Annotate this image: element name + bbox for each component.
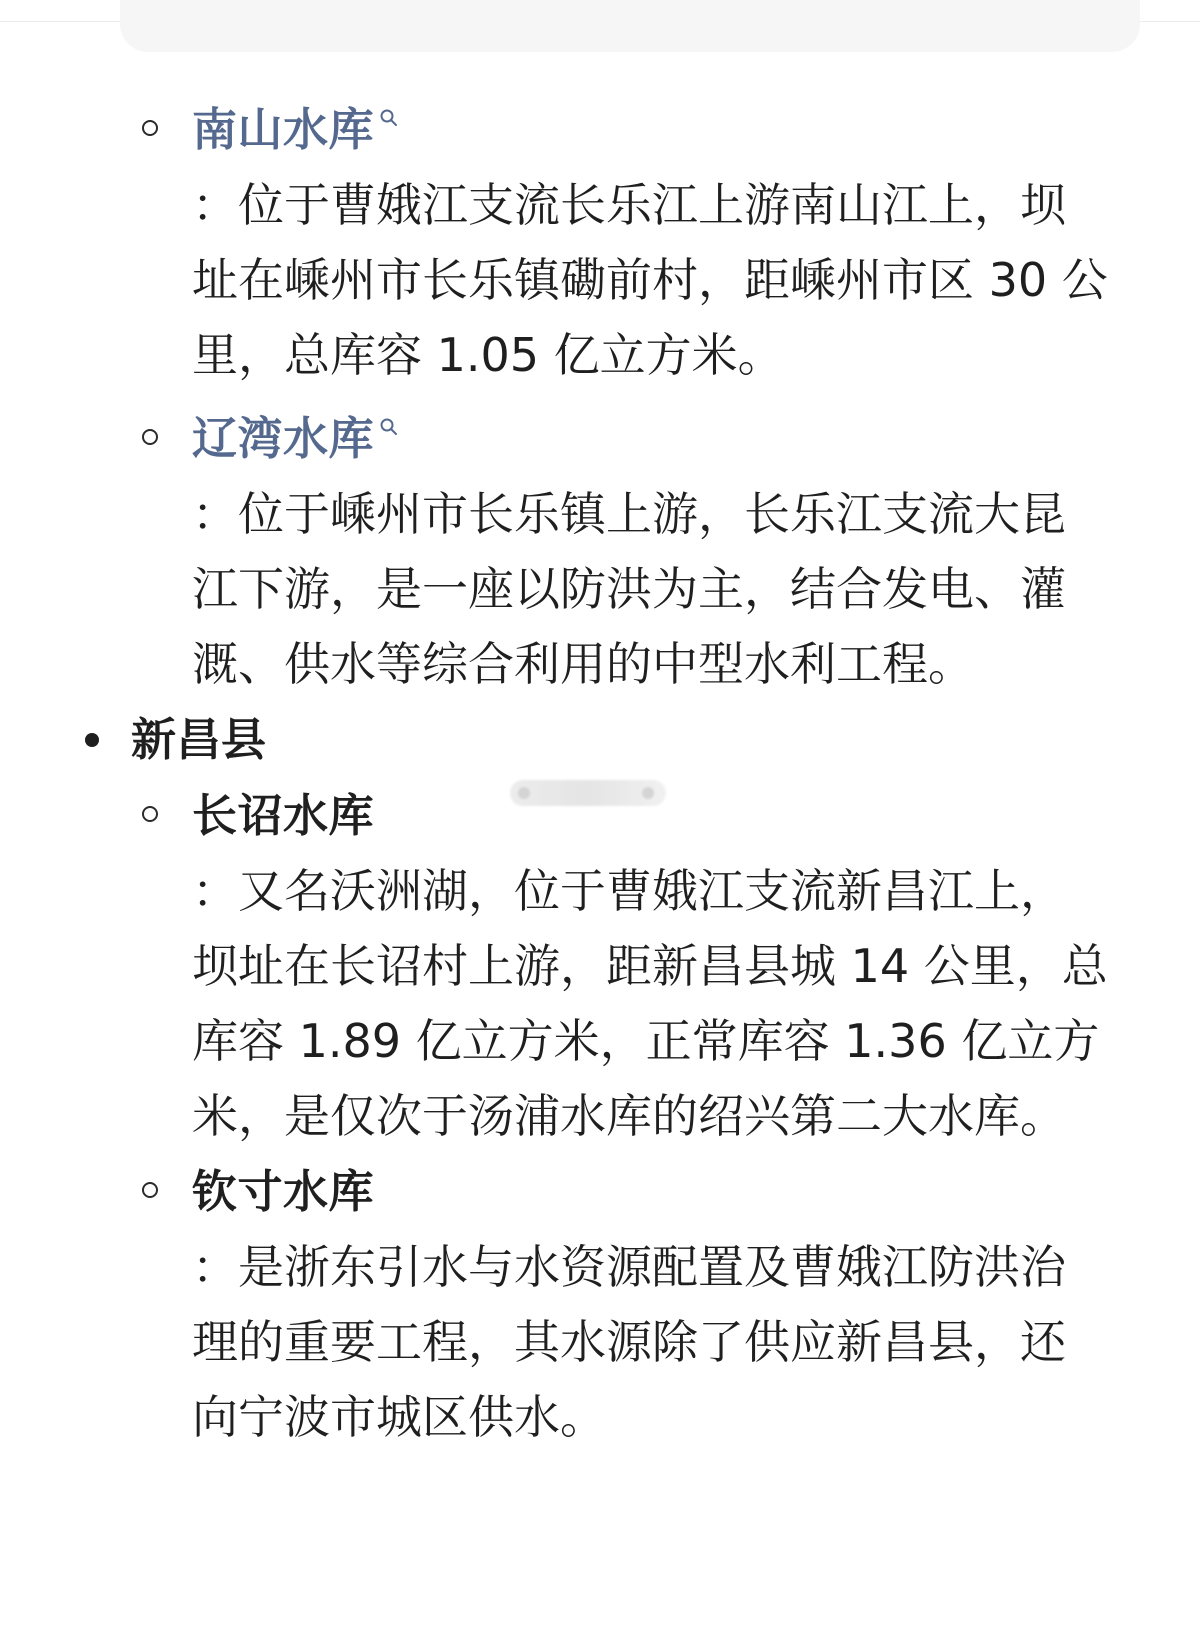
top-rounded-panel (120, 0, 1140, 52)
description-line: 库容 1.89 亿立方米，正常库容 1.36 亿立方 (192, 1014, 1100, 1068)
reservoir-description (192, 168, 1152, 393)
reservoir-description (192, 854, 1152, 1154)
reservoir-title-row (192, 778, 1200, 854)
description-line: ：位于嵊州市长乐镇上游，长乐江支流大昆 (192, 487, 1066, 541)
reservoir-description (192, 1230, 1152, 1455)
reservoir-list (0, 92, 1200, 1455)
list-item-nanshan (0, 92, 1200, 393)
description-line: ：是浙东引水与水资源配置及曹娥江防洪治 (192, 1240, 1066, 1294)
hollow-circle-bullet (142, 806, 158, 822)
description-line: 向宁波市城区供水。 (192, 1390, 606, 1444)
reservoir-title: 钦寸水库 (192, 1165, 375, 1218)
reservoir-title-row (192, 1154, 1200, 1230)
magnifier-icon[interactable] (379, 417, 399, 437)
description-line: 理的重要工程，其水源除了供应新昌县，还 (192, 1315, 1066, 1369)
reservoir-title-link[interactable]: 辽湾水库 (192, 412, 375, 465)
reservoir-title-link[interactable]: 南山水库 (192, 103, 375, 156)
hollow-circle-bullet (142, 120, 158, 136)
list-item-changzhao (0, 778, 1200, 1154)
magnifier-icon[interactable] (379, 108, 399, 128)
list-item-liaowan (0, 401, 1200, 702)
description-line: 里，总库容 1.05 亿立方米。 (192, 328, 784, 382)
list-item-qincun (0, 1154, 1200, 1455)
reservoir-title-row[interactable] (192, 401, 1200, 477)
county-heading: 新昌县 (131, 713, 267, 766)
hollow-circle-bullet (142, 1182, 158, 1198)
description-line: 溉、供水等综合利用的中型水利工程。 (192, 637, 974, 691)
reservoir-title: 长诏水库 (192, 789, 375, 842)
filled-dot-bullet (85, 733, 99, 747)
description-line: ：位于曹娥江支流长乐江上游南山江上，坝 (192, 178, 1066, 232)
description-line: 江下游，是一座以防洪为主，结合发电、灌 (192, 562, 1066, 616)
reservoir-description (192, 477, 1152, 702)
blurred-watermark (510, 780, 666, 806)
county-heading-row (0, 702, 1200, 778)
reservoir-title-row[interactable] (192, 92, 1200, 168)
description-line: 坝址在长诏村上游，距新昌县城 14 公里，总 (192, 939, 1108, 993)
description-line: 址在嵊州市长乐镇磡前村，距嵊州市区 30 公 (192, 253, 1108, 307)
description-line: 米，是仅次于汤浦水库的绍兴第二大水库。 (192, 1089, 1066, 1143)
hollow-circle-bullet (142, 429, 158, 445)
description-line: ：又名沃洲湖，位于曹娥江支流新昌江上， (192, 864, 1066, 918)
